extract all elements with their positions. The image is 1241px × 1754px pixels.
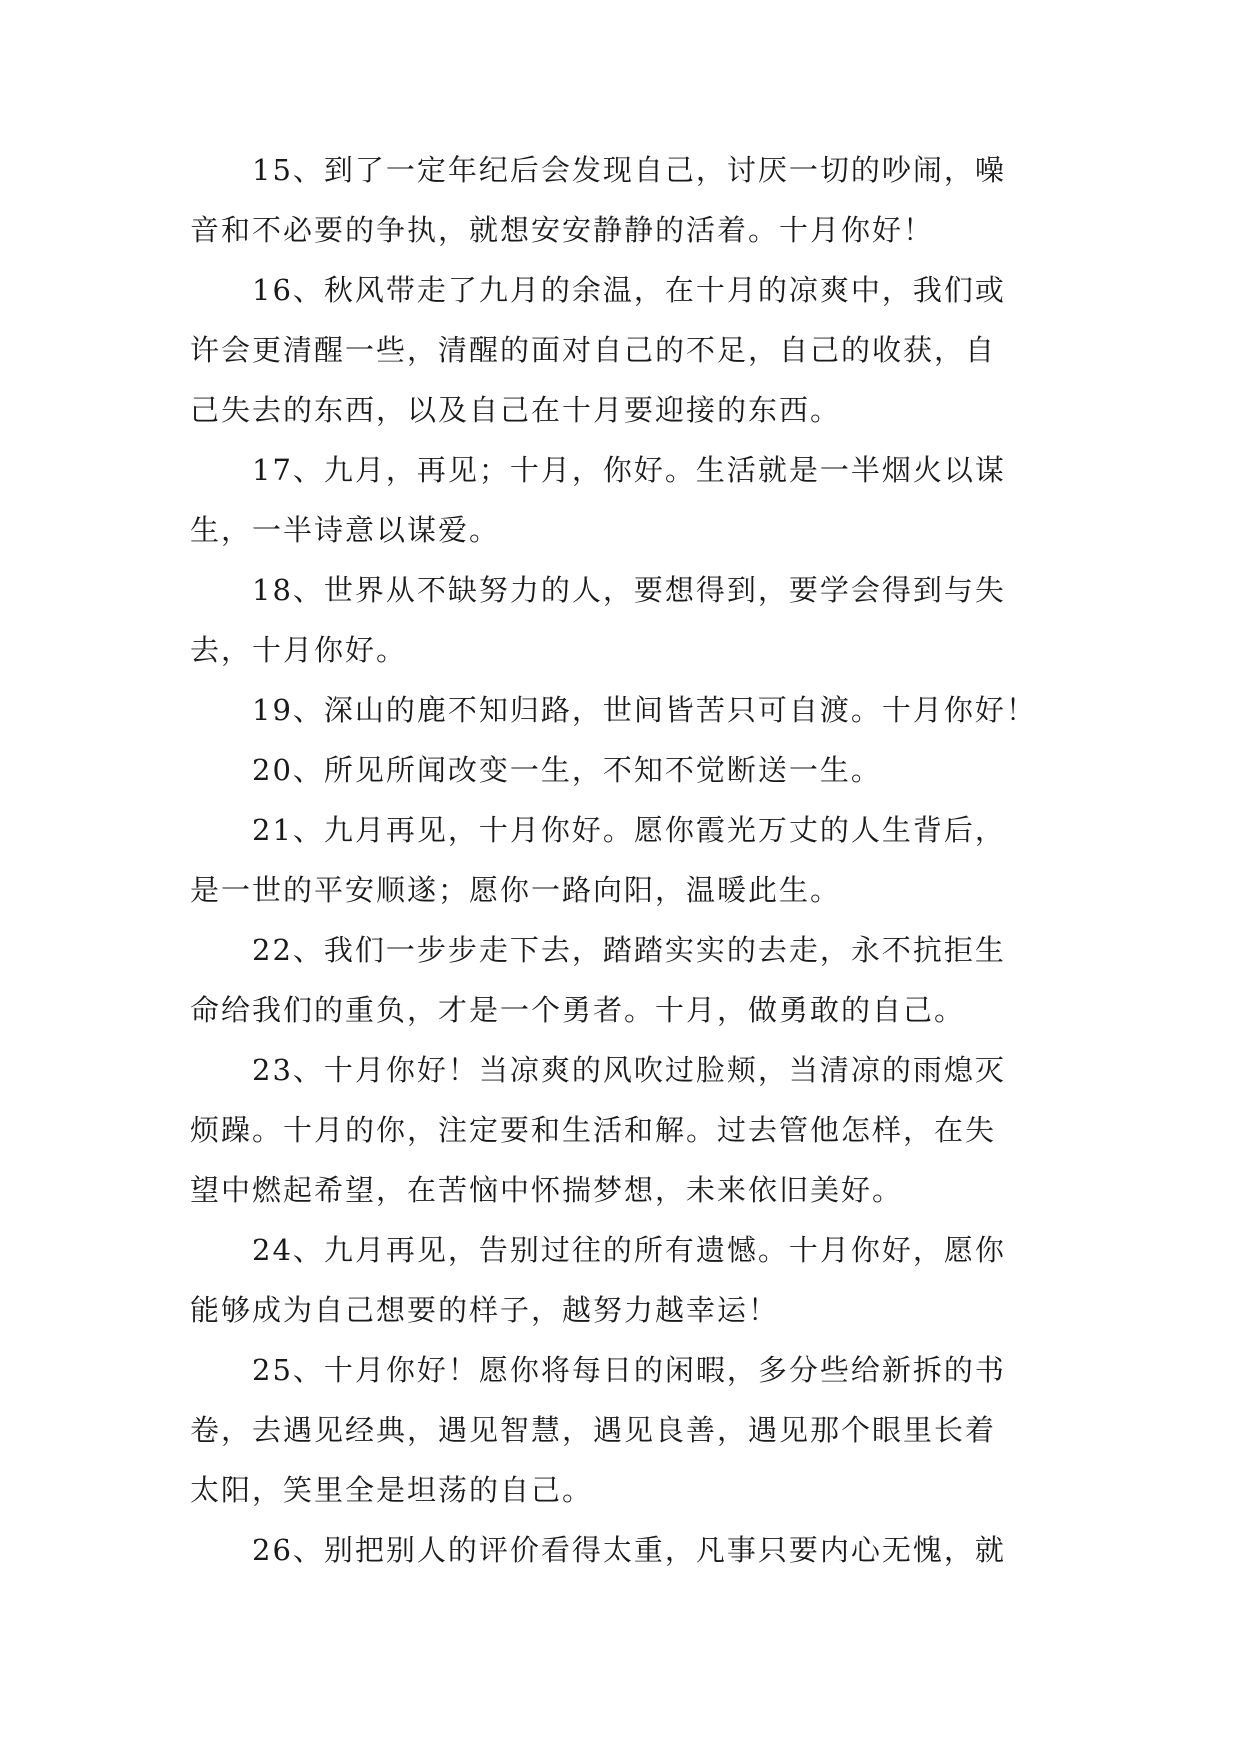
text-line: 是一世的平安顺遂；愿你一路向阳，温暖此生。 <box>190 873 842 907</box>
text-line: 26、别把别人的评价看得太重，凡事只要内心无愧，就 <box>252 1533 1006 1567</box>
text-line: 命给我们的重负，才是一个勇者。十月，做勇敢的自己。 <box>190 993 966 1027</box>
text-line: 能够成为自己想要的样子，越努力越幸运！ <box>190 1293 780 1327</box>
text-line: 17、九月，再见；十月，你好。生活就是一半烟火以谋 <box>252 453 1006 487</box>
text-line: 烦躁。十月的你，注定要和生活和解。过去管他怎样，在失 <box>190 1113 997 1147</box>
text-line: 22、我们一步步走下去，踏踏实实的去走，永不抗拒生 <box>252 933 1006 967</box>
text-line: 15、到了一定年纪后会发现自己，讨厌一切的吵闹，噪 <box>252 153 1006 187</box>
text-line: 19、深山的鹿不知归路，世间皆苦只可自渡。十月你好！ <box>252 693 1037 727</box>
text-line: 许会更清醒一些，清醒的面对自己的不足，自己的收获，自 <box>190 333 997 367</box>
text-line: 己失去的东西，以及自己在十月要迎接的东西。 <box>190 393 842 427</box>
text-line: 太阳，笑里全是坦荡的自己。 <box>190 1473 594 1507</box>
text-line: 望中燃起希望，在苦恼中怀揣梦想，未来依旧美好。 <box>190 1173 904 1207</box>
text-line: 21、九月再见，十月你好。愿你霞光万丈的人生背后， <box>252 813 1006 847</box>
text-line: 音和不必要的争执，就想安安静静的活着。十月你好！ <box>190 213 935 247</box>
text-line: 18、世界从不缺努力的人，要想得到，要学会得到与失 <box>252 573 1006 607</box>
text-line: 卷，去遇见经典，遇见智慧，遇见良善，遇见那个眼里长着 <box>190 1413 997 1447</box>
text-line: 24、九月再见，告别过往的所有遗憾。十月你好，愿你 <box>252 1233 1006 1267</box>
text-line: 去，十月你好。 <box>190 633 408 667</box>
text-line: 生，一半诗意以谋爱。 <box>190 513 501 547</box>
text-line: 25、十月你好！愿你将每日的闲暇，多分些给新拆的书 <box>252 1353 1006 1387</box>
text-line: 23、十月你好！当凉爽的风吹过脸颊，当清凉的雨熄灭 <box>252 1053 1006 1087</box>
text-line: 16、秋风带走了九月的余温，在十月的凉爽中，我们或 <box>252 273 1006 307</box>
text-line: 20、所见所闻改变一生，不知不觉断送一生。 <box>252 753 882 787</box>
